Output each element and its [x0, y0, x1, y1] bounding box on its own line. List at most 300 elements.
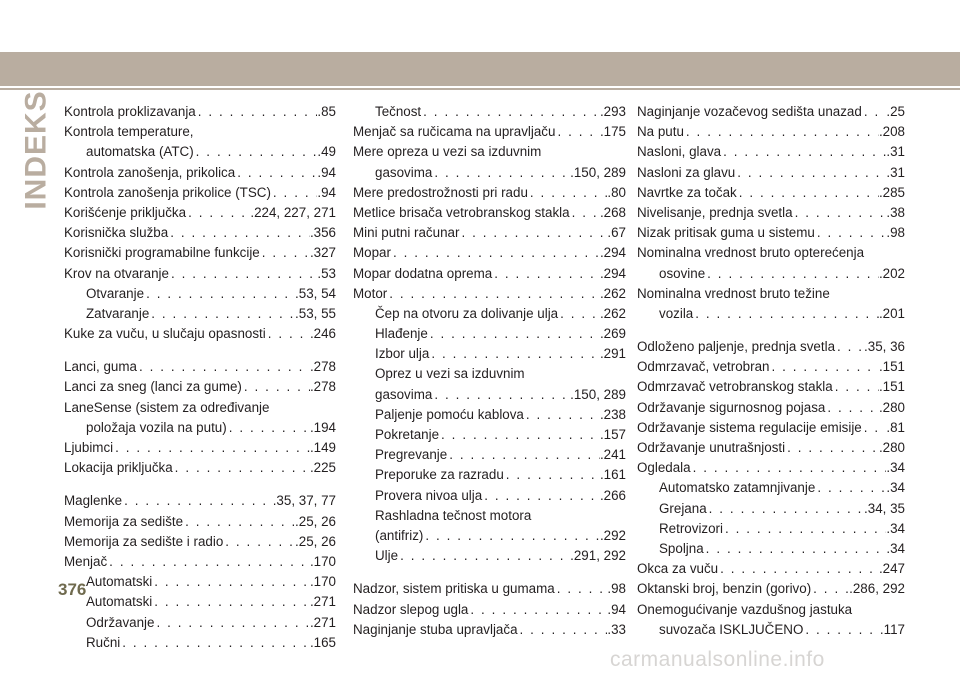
entry-page-ref: .271 [309, 614, 336, 630]
dot-leader [154, 613, 309, 633]
entry-page-ref: .151 [878, 359, 905, 375]
dot-leader [120, 633, 310, 653]
dot-leader [492, 264, 600, 284]
dot-leader [833, 377, 879, 397]
index-entry [353, 579, 626, 599]
entry-page-ref: .117 [879, 621, 905, 637]
entry-page-ref: .170 [309, 553, 336, 569]
entry-term: Memorija za sedište [64, 513, 184, 529]
index-subentry [637, 264, 905, 284]
entry-term: Pokretanje [375, 427, 440, 442]
entry-page-ref: .224, 227, 271 [250, 204, 336, 220]
entry-term: Paljenje pomoću kablova [375, 406, 524, 422]
dot-leader [194, 142, 318, 162]
index-entry [64, 183, 336, 203]
entry-page-ref: .161 [599, 467, 626, 483]
dot-leader [423, 526, 600, 546]
index-subentry [64, 592, 336, 612]
section-tab-label [20, 90, 54, 210]
entry-term: osovine [659, 265, 706, 281]
dot-leader [723, 519, 886, 539]
entry-page-ref: .25, 26 [295, 533, 336, 549]
entry-page-ref: .225 [309, 460, 336, 476]
entry-page-ref: .34 [886, 480, 905, 496]
entry-term: Oktanski broj, benzin (gorivo) [637, 581, 812, 597]
entry-page-ref: .94 [607, 601, 626, 617]
entry-page-ref: .34 [886, 520, 905, 536]
entry-page-ref: .194 [309, 419, 336, 435]
entry-page-ref: .53, 55 [295, 305, 336, 321]
index-entry [637, 357, 905, 377]
dot-leader [271, 183, 317, 203]
entry-page-ref: .53, 54 [295, 285, 336, 301]
entry-page-ref: .268 [599, 204, 626, 220]
entry-page-ref: .34, 35 [864, 500, 905, 516]
dot-leader [459, 223, 607, 243]
index-entry [637, 223, 905, 243]
dot-leader [429, 344, 600, 364]
entry-term: Naginjanje vozačevog sedišta unazad [637, 104, 862, 119]
entry-term: Nadzor, sistem pritiska u gumama [353, 581, 555, 597]
entry-term: Izbor ulja [375, 346, 430, 362]
entry-page-ref: .202 [878, 265, 905, 281]
entry-page-ref: .35, 36 [864, 339, 905, 355]
entry-term: Okca za vuču [637, 561, 719, 577]
entry-term: Odmrzavač, vetrobran [637, 359, 770, 375]
dot-leader [196, 102, 318, 122]
index-subentry [637, 499, 905, 519]
dot-leader [432, 385, 570, 405]
dot-leader [113, 438, 310, 458]
index-entry [637, 418, 905, 438]
entry-page-ref: .94 [317, 164, 336, 180]
entry-page-ref: .266 [599, 487, 626, 503]
entry-term: Čep na otvoru za dolivanje ulja [375, 305, 559, 321]
index-subentry [353, 163, 626, 183]
entry-page-ref: .34 [886, 460, 905, 476]
index-entry [353, 620, 626, 640]
dot-leader [149, 304, 295, 324]
entry-page-ref: .278 [309, 379, 336, 395]
entry-page-ref: .269 [599, 326, 626, 342]
entry-term: Zatvaranje [86, 305, 150, 321]
entry-term: Mopar [353, 245, 391, 261]
dot-leader [137, 357, 310, 377]
dot-leader [144, 284, 295, 304]
dot-leader [684, 122, 879, 142]
index-entry [64, 264, 336, 284]
index-subentry [353, 344, 626, 364]
index-entry [64, 163, 336, 183]
entry-page-ref: .278 [309, 359, 336, 375]
entry-term: Maglenke [64, 493, 123, 509]
entry-page-ref: .157 [599, 427, 626, 442]
entry-page-ref: .175 [599, 124, 626, 140]
entry-page-ref: .294 [599, 245, 626, 261]
index-entry [353, 223, 626, 243]
dot-leader [570, 203, 600, 223]
index-entry-heading: Mere opreza u vezi sa izduvnim [353, 144, 542, 160]
entry-page-ref: .35, 37, 77 [272, 493, 336, 509]
entry-term: Ručni [86, 634, 121, 650]
entry-term: Korisnička služba [64, 225, 169, 241]
index-subentry [64, 418, 336, 438]
dot-leader [558, 304, 600, 324]
entry-term: Automatski [86, 574, 153, 590]
entry-page-ref: .149 [309, 440, 336, 455]
block-gap [64, 344, 336, 357]
entry-term: Ulje [375, 548, 399, 564]
dot-leader [793, 203, 887, 223]
index-entry-heading: LaneSense (sistem za određivanje [64, 399, 270, 415]
index-entry [637, 142, 905, 162]
index-entry [353, 183, 626, 203]
index-entry-heading: Kontrola temperature, [64, 124, 194, 140]
page-number: 376 [58, 580, 87, 599]
entry-page-ref: .285 [878, 184, 905, 200]
entry-term: Odmrzavač vetrobranskog stakla [637, 379, 833, 395]
entry-term: Provera nivoa ulja [375, 487, 483, 503]
index-entry [353, 203, 626, 223]
entry-term: Ogledala [637, 460, 691, 476]
index-subentry [353, 304, 626, 324]
entry-term: Spoljna [659, 540, 704, 556]
entry-term: Održavanje sistema regulacije emisije [637, 419, 862, 435]
index-subentry [64, 304, 336, 324]
dot-leader [173, 458, 310, 478]
index-entry [64, 102, 336, 122]
index-subentry [353, 486, 626, 506]
entry-page-ref: .49 [317, 144, 336, 160]
entry-term: gasovima [375, 164, 433, 180]
dot-leader [825, 398, 879, 418]
entry-page-ref: .292 [599, 527, 626, 543]
index-subentry [353, 405, 626, 425]
entry-term: Lanci za sneg (lanci za gume) [64, 379, 242, 395]
dot-leader [721, 142, 886, 162]
index-entry [637, 102, 905, 122]
index-entry [64, 491, 336, 511]
entry-page-ref: .31 [886, 144, 905, 160]
entry-page-ref: .85 [317, 104, 336, 119]
entry-term: automatska (ATC) [86, 144, 194, 160]
entry-term: položaja vozila na putu) [86, 419, 227, 435]
entry-page-ref: .98 [886, 225, 905, 241]
index-entry [64, 458, 336, 478]
entry-page-ref: .170 [309, 574, 336, 590]
entry-page-ref: .294 [599, 265, 626, 281]
index-entry [637, 438, 905, 458]
entry-term: Preporuke za razradu [375, 467, 504, 483]
dot-leader [107, 552, 310, 572]
entry-page-ref: .53 [317, 265, 336, 281]
index-column-2 [353, 102, 626, 640]
index-entry-heading: Nominalna vrednost bruto težine [637, 285, 830, 301]
entry-term: Korišćenje priključka [64, 204, 187, 220]
index-subentry [637, 304, 905, 324]
index-subentry [353, 526, 626, 546]
entry-page-ref: .291, 292 [570, 548, 626, 564]
entry-term: Kontrola zanošenja prikolice (TSC) [64, 184, 271, 200]
entry-page-ref: .327 [309, 245, 336, 261]
dot-leader [266, 324, 310, 344]
index-entry-heading: Nominalna vrednost bruto opterećenja [637, 245, 865, 261]
entry-term: Retrovizori [659, 520, 723, 536]
dot-leader [421, 102, 600, 122]
dot-leader [168, 223, 310, 243]
entry-term: Lanci, guma [64, 359, 137, 375]
entry-term: Otvaranje [86, 285, 145, 301]
entry-page-ref: .165 [309, 634, 336, 650]
entry-page-ref: .34 [886, 540, 905, 556]
index-entry [637, 122, 905, 142]
entry-term: Održavanje sigurnosnog pojasa [637, 399, 826, 415]
dot-leader [183, 512, 295, 532]
dot-leader [391, 243, 600, 263]
index-subentry [64, 142, 336, 162]
index-subentry [353, 425, 626, 445]
entry-page-ref: .271 [309, 594, 336, 610]
entry-term: Naginjanje stuba upravljača [353, 621, 518, 637]
entry-term: Menjač sa ručicama na upravljaču [353, 124, 556, 140]
index-entry [64, 357, 336, 377]
dot-leader [862, 418, 887, 438]
section-tab-text: INDEKS [20, 90, 54, 210]
index-subentry [353, 546, 626, 566]
dot-leader [815, 223, 887, 243]
entry-term: Menjač [64, 553, 108, 569]
index-entry-heading: Oprez u vezi sa izduvnim [375, 366, 525, 382]
dot-leader [468, 600, 607, 620]
index-entry [637, 398, 905, 418]
index-subentry [637, 620, 905, 640]
entry-page-ref: .150, 289 [570, 164, 626, 180]
entry-page-ref: .291 [599, 346, 626, 362]
entry-page-ref: .94 [317, 184, 336, 200]
entry-term: Motor [353, 285, 388, 301]
entry-term: Memorija za sedište i radio [64, 533, 224, 549]
dot-leader [504, 465, 600, 485]
dot-leader [122, 491, 273, 511]
entry-term: Odloženo paljenje, prednja svetla [637, 339, 836, 355]
entry-page-ref: .25 [886, 104, 905, 119]
index-entry [637, 183, 905, 203]
entry-page-ref: .246 [309, 326, 336, 342]
entry-page-ref: .247 [878, 561, 905, 577]
entry-term: Krov na otvaranje [64, 265, 169, 281]
index-entry [64, 552, 336, 572]
dot-leader [432, 163, 570, 183]
entry-term: Pregrevanje [375, 447, 448, 463]
index-subentry [64, 572, 336, 592]
index-subentry [64, 613, 336, 633]
dot-leader [223, 532, 295, 552]
entry-page-ref: .238 [599, 406, 626, 422]
index-entry [637, 203, 905, 223]
dot-leader [235, 163, 317, 183]
entry-page-ref: .262 [599, 285, 626, 301]
entry-page-ref: .38 [886, 204, 905, 220]
index-entry [637, 559, 905, 579]
index-entry [353, 284, 626, 304]
entry-term: (antifriz) [375, 527, 424, 543]
entry-term: Kontrola zanošenja, prikolica [64, 164, 236, 180]
dot-leader [398, 546, 570, 566]
index-entry [64, 243, 336, 263]
dot-leader [482, 486, 600, 506]
index-entry [637, 337, 905, 357]
entry-page-ref: .280 [878, 399, 905, 415]
dot-leader [707, 499, 864, 519]
entry-page-ref: .293 [599, 104, 626, 119]
entry-page-ref: .80 [607, 184, 626, 200]
entry-page-ref: .241 [599, 447, 626, 463]
dot-leader [428, 324, 600, 344]
index-entry [637, 377, 905, 397]
entry-page-ref: .262 [599, 305, 626, 321]
header-rule [0, 88, 960, 90]
entry-page-ref: .208 [878, 124, 905, 140]
entry-term: Tečnost [375, 104, 422, 119]
dot-leader [862, 102, 887, 122]
entry-term: suvozača ISKLJUČENO [659, 621, 804, 637]
entry-page-ref: .201 [878, 305, 905, 321]
index-subentry [637, 478, 905, 498]
dot-leader [227, 418, 310, 438]
entry-term: Nivelisanje, prednja svetla [637, 204, 793, 220]
entry-term: Lokacija priključka [64, 460, 173, 476]
watermark-text: carmanualsonline.info [610, 648, 825, 671]
index-entry [64, 532, 336, 552]
entry-page-ref: .67 [607, 225, 626, 241]
entry-term: Metlice brisača vetrobranskog stakla [353, 204, 570, 220]
dot-leader [555, 122, 599, 142]
entry-term: Kuke za vuču, u slučaju opasnosti [64, 326, 266, 342]
index-entry [637, 579, 905, 599]
index-entry [64, 438, 336, 458]
dot-leader [691, 458, 887, 478]
dot-leader [737, 183, 879, 203]
dot-leader [439, 425, 600, 445]
entry-page-ref: .33 [607, 621, 626, 637]
dot-leader [524, 405, 600, 425]
entry-page-ref: .25, 26 [295, 513, 336, 529]
index-entry-heading: Onemogućivanje vazdušnog jastuka [637, 601, 853, 617]
index-entry [353, 122, 626, 142]
index-entry [64, 512, 336, 532]
dot-leader [835, 337, 864, 357]
dot-leader [704, 539, 887, 559]
header-band [0, 52, 960, 86]
dot-leader [735, 163, 886, 183]
dot-leader [447, 445, 600, 465]
entry-page-ref: .151 [878, 379, 905, 395]
index-entry [64, 223, 336, 243]
entry-term: gasovima [375, 386, 433, 402]
entry-page-ref: .286, 292 [849, 581, 905, 597]
index-subentry [353, 465, 626, 485]
index-entry [637, 458, 905, 478]
entry-term: Automatsko zatamnjivanje [659, 480, 816, 496]
index-subentry [64, 284, 336, 304]
dot-leader [242, 377, 310, 397]
entry-term: Održavanje [86, 614, 155, 630]
entry-term: Kontrola proklizavanja [64, 104, 196, 119]
entry-term: Mopar dodatna oprema [353, 265, 493, 281]
dot-leader [260, 243, 310, 263]
entry-term: Na putu [637, 124, 684, 140]
dot-leader [718, 559, 879, 579]
index-subentry [353, 385, 626, 405]
entry-term: Nizak pritisak guma u sistemu [637, 225, 815, 241]
dot-leader [555, 579, 608, 599]
dot-leader [803, 620, 880, 640]
dot-leader [693, 304, 879, 324]
dot-leader [528, 183, 607, 203]
dot-leader [769, 357, 878, 377]
index-entry [64, 203, 336, 223]
dot-leader [518, 620, 608, 640]
index-subentry [637, 539, 905, 559]
entry-term: Grejana [659, 500, 707, 516]
entry-term: Ljubimci [64, 440, 114, 455]
entry-term: Navrtke za točak [637, 184, 737, 200]
entry-term: vozila [659, 305, 694, 321]
block-gap [64, 478, 336, 491]
dot-leader [811, 579, 849, 599]
index-entry [637, 163, 905, 183]
dot-leader [387, 284, 600, 304]
index-column-1 [64, 102, 336, 653]
dot-leader [785, 438, 879, 458]
index-entry-heading: Rashladna tečnost motora [375, 507, 532, 523]
entry-term: Mere predostrožnosti pri radu [353, 184, 528, 200]
dot-leader [705, 264, 879, 284]
entry-page-ref: .98 [607, 581, 626, 597]
block-gap [637, 324, 905, 337]
entry-term: Mini putni računar [353, 225, 460, 241]
entry-page-ref: .356 [309, 225, 336, 241]
index-entry [353, 243, 626, 263]
dot-leader [152, 572, 310, 592]
index-entry [64, 377, 336, 397]
index-entry [353, 600, 626, 620]
index-subentry [353, 102, 626, 122]
index-subentry [637, 519, 905, 539]
entry-term: Nasloni za glavu [637, 164, 736, 180]
entry-term: Korisnički programabilne funkcije [64, 245, 260, 261]
index-subentry [353, 445, 626, 465]
block-gap [353, 566, 626, 579]
entry-page-ref: .150, 289 [570, 386, 626, 402]
entry-term: Hlađenje [375, 326, 428, 342]
entry-page-ref: .81 [886, 419, 905, 435]
index-subentry [353, 324, 626, 344]
entry-term: Nadzor slepog ugla [353, 601, 469, 617]
entry-page-ref: .280 [878, 440, 905, 455]
index-column-3 [637, 102, 905, 640]
dot-leader [815, 478, 886, 498]
index-subentry [64, 633, 336, 653]
index-entry [353, 264, 626, 284]
entry-page-ref: .31 [886, 164, 905, 180]
dot-leader [186, 203, 250, 223]
dot-leader [169, 264, 317, 284]
entry-term: Održavanje unutrašnjosti [637, 440, 786, 455]
entry-term: Automatski [86, 594, 153, 610]
dot-leader [152, 592, 310, 612]
entry-term: Nasloni, glava [637, 144, 722, 160]
